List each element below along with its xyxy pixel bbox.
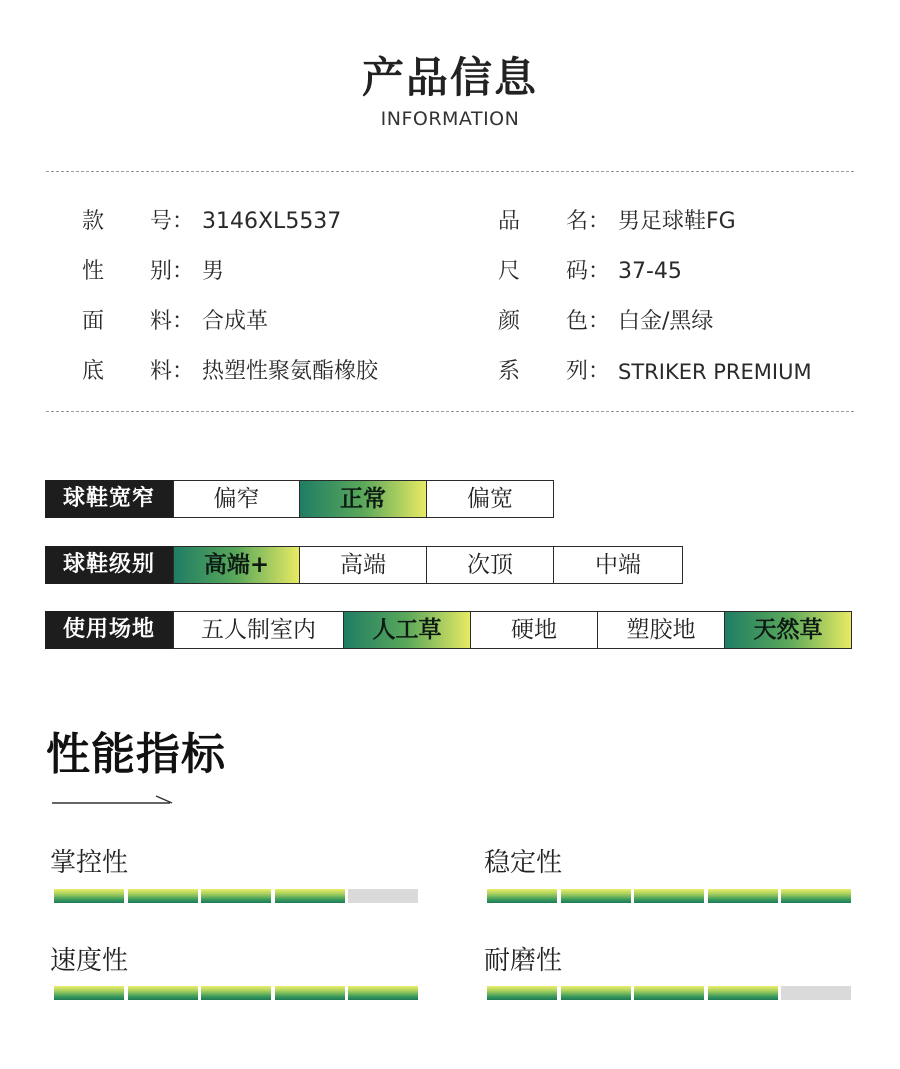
info-label: 系 bbox=[498, 359, 521, 384]
option-venue-indoor-five: 五人制室内 bbox=[173, 611, 344, 649]
metric-segment-filled bbox=[487, 986, 557, 1000]
option-venue-hard-ground: 硬地 bbox=[470, 611, 598, 649]
info-colon: ： bbox=[588, 309, 611, 334]
info-colon: ： bbox=[172, 259, 195, 284]
info-label: 款 bbox=[82, 209, 105, 234]
info-value: 热塑性聚氨酯橡胶 bbox=[202, 359, 379, 384]
metric-segment-empty bbox=[781, 986, 851, 1000]
option-row-venue bbox=[45, 611, 857, 651]
arrow-right-icon bbox=[52, 793, 176, 807]
info-label: 颜 bbox=[498, 309, 521, 334]
info-row-size bbox=[0, 252, 900, 292]
info-label: 尺 bbox=[498, 259, 521, 284]
option-row-width bbox=[45, 480, 857, 520]
metric-segment-filled bbox=[201, 986, 271, 1000]
metric-segment-empty bbox=[348, 889, 418, 903]
info-label: 料 bbox=[150, 309, 173, 334]
info-row-series bbox=[0, 352, 900, 392]
option-row-title: 球鞋宽窄 bbox=[45, 480, 173, 518]
info-row-name bbox=[0, 202, 900, 242]
info-value: 男足球鞋FG bbox=[618, 209, 736, 234]
option-venue-artificial-grass: 人工草 bbox=[343, 611, 471, 649]
metric-label: 耐磨性 bbox=[484, 946, 563, 976]
info-value: 3146XL5537 bbox=[202, 209, 342, 234]
info-label: 面 bbox=[82, 309, 105, 334]
metric-segment-filled bbox=[561, 889, 631, 903]
metric-segment-filled bbox=[201, 889, 271, 903]
info-colon: ： bbox=[588, 209, 611, 234]
metric-segment-filled bbox=[275, 986, 345, 1000]
info-value: STRIKER PREMIUM bbox=[618, 360, 812, 384]
info-value: 男 bbox=[202, 259, 225, 284]
option-row-level bbox=[45, 546, 857, 586]
info-label: 色 bbox=[566, 309, 589, 334]
info-colon: ： bbox=[588, 259, 611, 284]
divider-bottom bbox=[46, 411, 854, 412]
metric-segment-filled bbox=[128, 986, 198, 1000]
option-row-title: 球鞋级别 bbox=[45, 546, 173, 584]
info-label: 别 bbox=[150, 259, 173, 284]
option-level-mid: 中端 bbox=[553, 546, 683, 584]
info-label: 列 bbox=[566, 359, 589, 384]
info-label: 号 bbox=[150, 209, 173, 234]
info-colon: ： bbox=[172, 209, 195, 234]
metric-segment-filled bbox=[708, 889, 778, 903]
divider-top bbox=[46, 171, 854, 172]
info-row-color bbox=[0, 302, 900, 342]
option-width-normal: 正常 bbox=[299, 480, 427, 518]
option-level-high-plus: 高端+ bbox=[173, 546, 300, 584]
info-value: 合成革 bbox=[202, 309, 269, 334]
info-colon: ： bbox=[172, 309, 195, 334]
metric-segment-filled bbox=[348, 986, 418, 1000]
metric-segment-filled bbox=[54, 889, 124, 903]
info-label: 品 bbox=[498, 209, 521, 234]
info-value: 白金/黑绿 bbox=[618, 309, 714, 334]
info-label: 底 bbox=[82, 359, 105, 384]
option-width-narrow: 偏窄 bbox=[173, 480, 300, 518]
metric-segment-filled bbox=[708, 986, 778, 1000]
metric-segment-filled bbox=[561, 986, 631, 1000]
info-label: 码 bbox=[566, 259, 589, 284]
option-venue-rubber-track: 塑胶地 bbox=[597, 611, 725, 649]
info-colon: ： bbox=[588, 359, 611, 384]
metric-segment-filled bbox=[487, 889, 557, 903]
option-row-title: 使用场地 bbox=[45, 611, 173, 649]
option-level-high: 高端 bbox=[299, 546, 427, 584]
metric-segment-filled bbox=[275, 889, 345, 903]
info-label: 性 bbox=[82, 259, 105, 284]
performance-title: 性能指标 bbox=[46, 729, 226, 780]
page-subtitle: INFORMATION bbox=[380, 108, 520, 130]
metric-segment-filled bbox=[634, 986, 704, 1000]
page-title: 产品信息 bbox=[361, 53, 538, 102]
metric-label: 稳定性 bbox=[484, 848, 563, 878]
metric-segment-filled bbox=[781, 889, 851, 903]
info-label: 名 bbox=[566, 209, 589, 234]
option-level-near-top: 次顶 bbox=[426, 546, 554, 584]
metric-segment-filled bbox=[634, 889, 704, 903]
info-value: 37-45 bbox=[618, 259, 682, 284]
option-venue-natural-grass: 天然草 bbox=[724, 611, 852, 649]
info-colon: ： bbox=[172, 359, 195, 384]
metric-segment-filled bbox=[128, 889, 198, 903]
metric-label: 速度性 bbox=[50, 946, 129, 976]
info-label: 料 bbox=[150, 359, 173, 384]
metric-segment-filled bbox=[54, 986, 124, 1000]
metric-label: 掌控性 bbox=[50, 848, 129, 878]
option-width-wide: 偏宽 bbox=[426, 480, 554, 518]
